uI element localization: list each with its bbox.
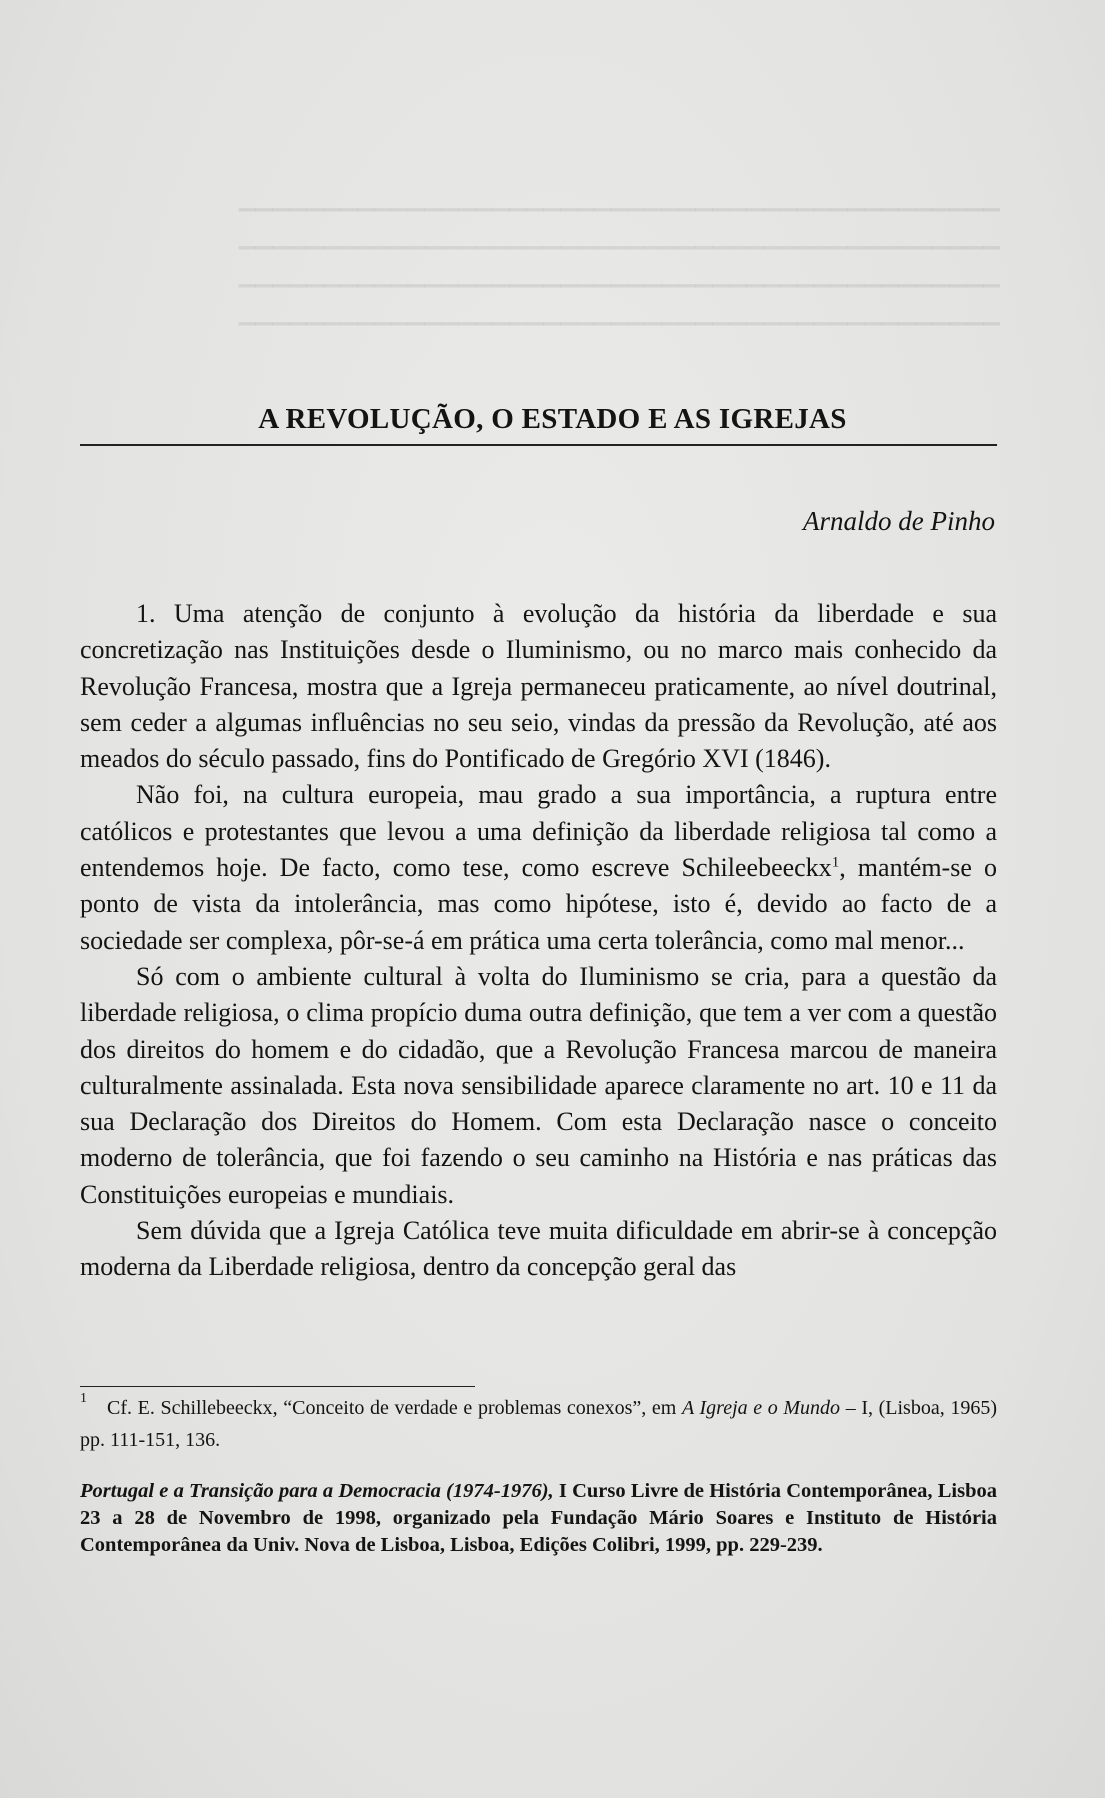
footnote-text: Cf. E. Schillebeeckx, “Conceito de verdade e problemas conexos”, em [107,1397,682,1419]
paragraph [80,1213,997,1286]
show-through-background: ▁▁▁▁▁▁▁▁▁▁▁▁▁▁▁▁▁▁▁▁▁▁▁▁▁▁▁▁▁▁▁▁▁▁▁▁▁▁▁▁▁▁▁▁▁ ▁▁▁▁▁▁▁▁▁▁▁▁▁▁▁▁▁▁▁▁▁▁▁▁▁▁▁▁▁▁▁▁▁▁▁▁▁▁▁▁▁▁▁▁▁ ▁▁▁▁▁▁▁▁▁▁▁▁▁▁▁▁▁▁▁▁▁▁▁▁▁▁▁▁▁▁▁▁▁▁▁▁▁▁▁▁▁▁▁▁▁ ▁▁▁▁▁▁▁▁▁▁▁▁▁▁▁▁▁▁▁▁▁▁▁▁▁▁▁▁▁▁▁▁▁▁▁▁▁▁▁▁▁▁▁▁▁ [238,186,1000,325]
footnote-divider [80,1386,475,1387]
author-name: Arnaldo de Pinho [803,506,995,536]
paragraph-text: 1. Uma atenção de conjunto à evolução da história da liberdade e sua concretização nas Instituições desde o Iluminismo, ou no marco mais conhecido da Revolução Francesa, mostra que a Igreja permaneceu praticamente, ao nível doutrinal, sem ceder a algumas influências no seu seio, vindas da pressão da Revolução, até aos meados do século passado, fins do Pontificado de Gregório XVI (1846). [80,599,997,774]
paragraph-text: Sem dúvida que a Igreja Católica teve muita dificuldade em abrir-se à concepção moderna da Liberdade religiosa, dentro da concepção geral das [80,1216,997,1282]
footnote-text-end: – I, (Lisboa, 1965) pp. 111-151, 136. [80,1397,998,1451]
source-title: Portugal e a Transição para a Democracia (1974-1976), [80,1480,554,1502]
paragraph-text: Só com o ambiente cultural à volta do Iluminismo se cria, para a questão da liberdade religiosa, o clima propício duma outra definição, que tem a ver com a questão dos direitos do homem e do cidadão, que a Revolução Francesa marcou de maneira culturalmente assinalada. Esta nova sensibilidade aparece claramente no art. 10 e 11 da sua Declaração dos Direitos do Homem. Com esta Declaração nasce o conceito moderno de tolerância, que foi fazendo o seu caminho na História e nas práticas das Constituições europeias e mundiais. [80,961,997,1209]
paragraph-text-continued: , mantém-se o ponto de vista da intolerância, mas como hipótese, isto é, devido ao facto de a sociedade ser complexa, pôr-se-á em prática uma certa tolerância, como mal menor... [80,853,997,955]
article-body [80,596,997,1286]
source-note [80,1478,997,1559]
title-underline [80,444,997,446]
paragraph [80,959,997,1213]
footnote [80,1392,997,1456]
footnote-italic-title: A Igreja e o Mundo [682,1397,841,1419]
paragraph-text: Não foi, na cultura europeia, mau grado a sua importância, a ruptura entre católicos e protestantes que levou a uma definição da liberdade religiosa tal como a entendemos hoje. De facto, como tese, como escreve Schileebeeckx [80,780,997,883]
paragraph [80,596,997,777]
page-title: A REVOLUÇÃO, O ESTADO E AS IGREJAS [258,403,847,435]
source-details: I Curso Livre de História Contemporânea, Lisboa 23 a 28 de Novembro de 1998, organizado pela Fundação Mário Soares e Instituto de História Contemporânea da Univ. Nova de Lisboa, Lisboa, Edições Colibri, 1999, pp. 229-239. [80,1480,998,1556]
paragraph [80,777,997,958]
footnote-number: 1 [80,1391,87,1406]
footnote-reference: 1 [831,854,840,871]
